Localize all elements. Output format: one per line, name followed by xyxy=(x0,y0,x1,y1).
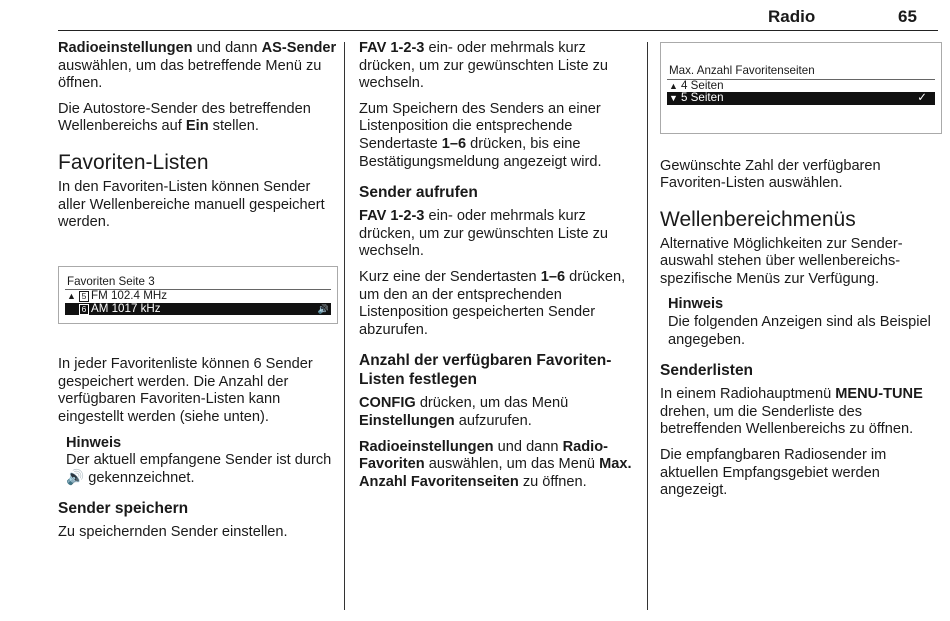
checkmark-icon: ✓ xyxy=(917,91,927,104)
paragraph: Kurz eine der Sendertasten 1–6 drücken, um den an der entsprechenden Listenposition gespeicherten Sender abzurufen. xyxy=(359,268,626,338)
paragraph: Zu speichernden Sender einstellen. xyxy=(58,524,288,541)
display-favoriten-screen xyxy=(58,266,338,325)
preset-number: 6 xyxy=(79,304,89,315)
option-label: 4 Seiten xyxy=(681,78,724,92)
note-text: Die folgenden Anzeigen sind als Beispiel angegeben. xyxy=(668,314,931,348)
station-label: FM 102.4 MHz xyxy=(91,289,168,303)
header-rule xyxy=(58,30,938,31)
note-heading: Hinweis xyxy=(66,434,122,451)
paragraph: Zum Speichern des Senders an einer Listenposition die entsprechende Sendertaste 1–6 drücken, bis eine Bestätigungsmeldung angezeigt wird. xyxy=(359,100,602,170)
display-row-selected xyxy=(65,303,331,316)
arrow-up-icon: ▲ xyxy=(669,80,678,91)
note-text: Der aktuell empfangene Sender ist durch 🔊 gekennzeichnet. xyxy=(66,452,332,486)
note-heading: Hinweis xyxy=(668,296,724,313)
paragraph: In den Favoriten-Listen können Sender aller Wellenbereiche manuell gespeichert werden. xyxy=(58,178,325,231)
paragraph: In jeder Favoritenliste können 6 Sender gespeichert werden. Die Anzahl der verfügbaren Favoriten-Listen kann eingestellt werden (siehe unten). xyxy=(58,356,313,426)
column-divider xyxy=(344,42,345,610)
paragraph: In einem Radiohauptmenü MENU-TUNE drehen, um die Senderliste des betreffenden Wellenbereichs zu öffnen. xyxy=(660,386,923,438)
option-label: 5 Seiten xyxy=(681,91,724,104)
station-label: AM 1017 kHz xyxy=(91,301,161,315)
display-title: Max. Anzahl Favoritenseiten xyxy=(667,65,935,80)
preset-number: 5 xyxy=(79,291,89,302)
display-title: Favoriten Seite 3 xyxy=(65,276,331,291)
column-2 xyxy=(359,40,641,499)
paragraph: Radioeinstellungen und dann Radio-Favoriten auswählen, um das Menü Max. Anzahl Favoritenseiten zu öffnen. xyxy=(359,438,632,490)
paragraph: CONFIG drücken, um das Menü Einstellungen aufzurufen. xyxy=(359,395,569,429)
note-box xyxy=(668,296,942,349)
paragraph: Alternative Möglichkeiten zur Senderauswahl stehen über wellenbereichsspezifische Menüs zur Verfügung. xyxy=(660,235,903,287)
page-number: 65 xyxy=(898,7,917,26)
section-heading-favoriten: Favoriten-Listen xyxy=(58,150,209,174)
arrow-up-icon: ▲ xyxy=(67,291,76,302)
paragraph: Gewünschte Zahl der verfügbaren Favoriten-Listen auswählen. xyxy=(660,157,881,192)
column-divider xyxy=(647,42,648,610)
section-heading-call: Sender aufrufen xyxy=(359,184,478,202)
column-1 xyxy=(58,40,338,550)
display-max-pages-screen xyxy=(660,42,942,134)
speaker-icon: 🔊 xyxy=(317,303,329,314)
section-heading-store: Sender speichern xyxy=(58,500,189,518)
display-row xyxy=(65,290,331,303)
page-header-title: Radio xyxy=(768,7,816,26)
display-row-selected xyxy=(667,92,935,105)
arrow-down-icon: ▼ xyxy=(669,93,678,103)
note-box xyxy=(66,435,338,488)
section-heading-count: Anzahl der verfügbaren Favoriten-Listen festlegen xyxy=(359,352,612,389)
paragraph: Die Autostore-Sender des betreffenden Wellenbereichs auf Ein stellen. xyxy=(58,100,311,135)
paragraph: FAV 1-2-3 ein- oder mehrmals kurz drücken, um zur gewünschten Liste zu wechseln. xyxy=(359,40,609,92)
paragraph: Die empfangbaren Radiosender im aktuellen Empfangsgebiet werden angezeigt. xyxy=(660,447,887,499)
section-heading-list: Senderlisten xyxy=(660,362,754,380)
column-3 xyxy=(660,40,942,508)
paragraph: Radioeinstellungen und dann AS-Sender auswählen, um das betreffende Menü zu öffnen. xyxy=(58,40,337,92)
section-heading-band: Wellenbereichmenüs xyxy=(660,207,856,231)
paragraph: FAV 1-2-3 ein- oder mehrmals kurz drücken, um zur gewünschten Liste zu wechseln. xyxy=(359,208,609,260)
